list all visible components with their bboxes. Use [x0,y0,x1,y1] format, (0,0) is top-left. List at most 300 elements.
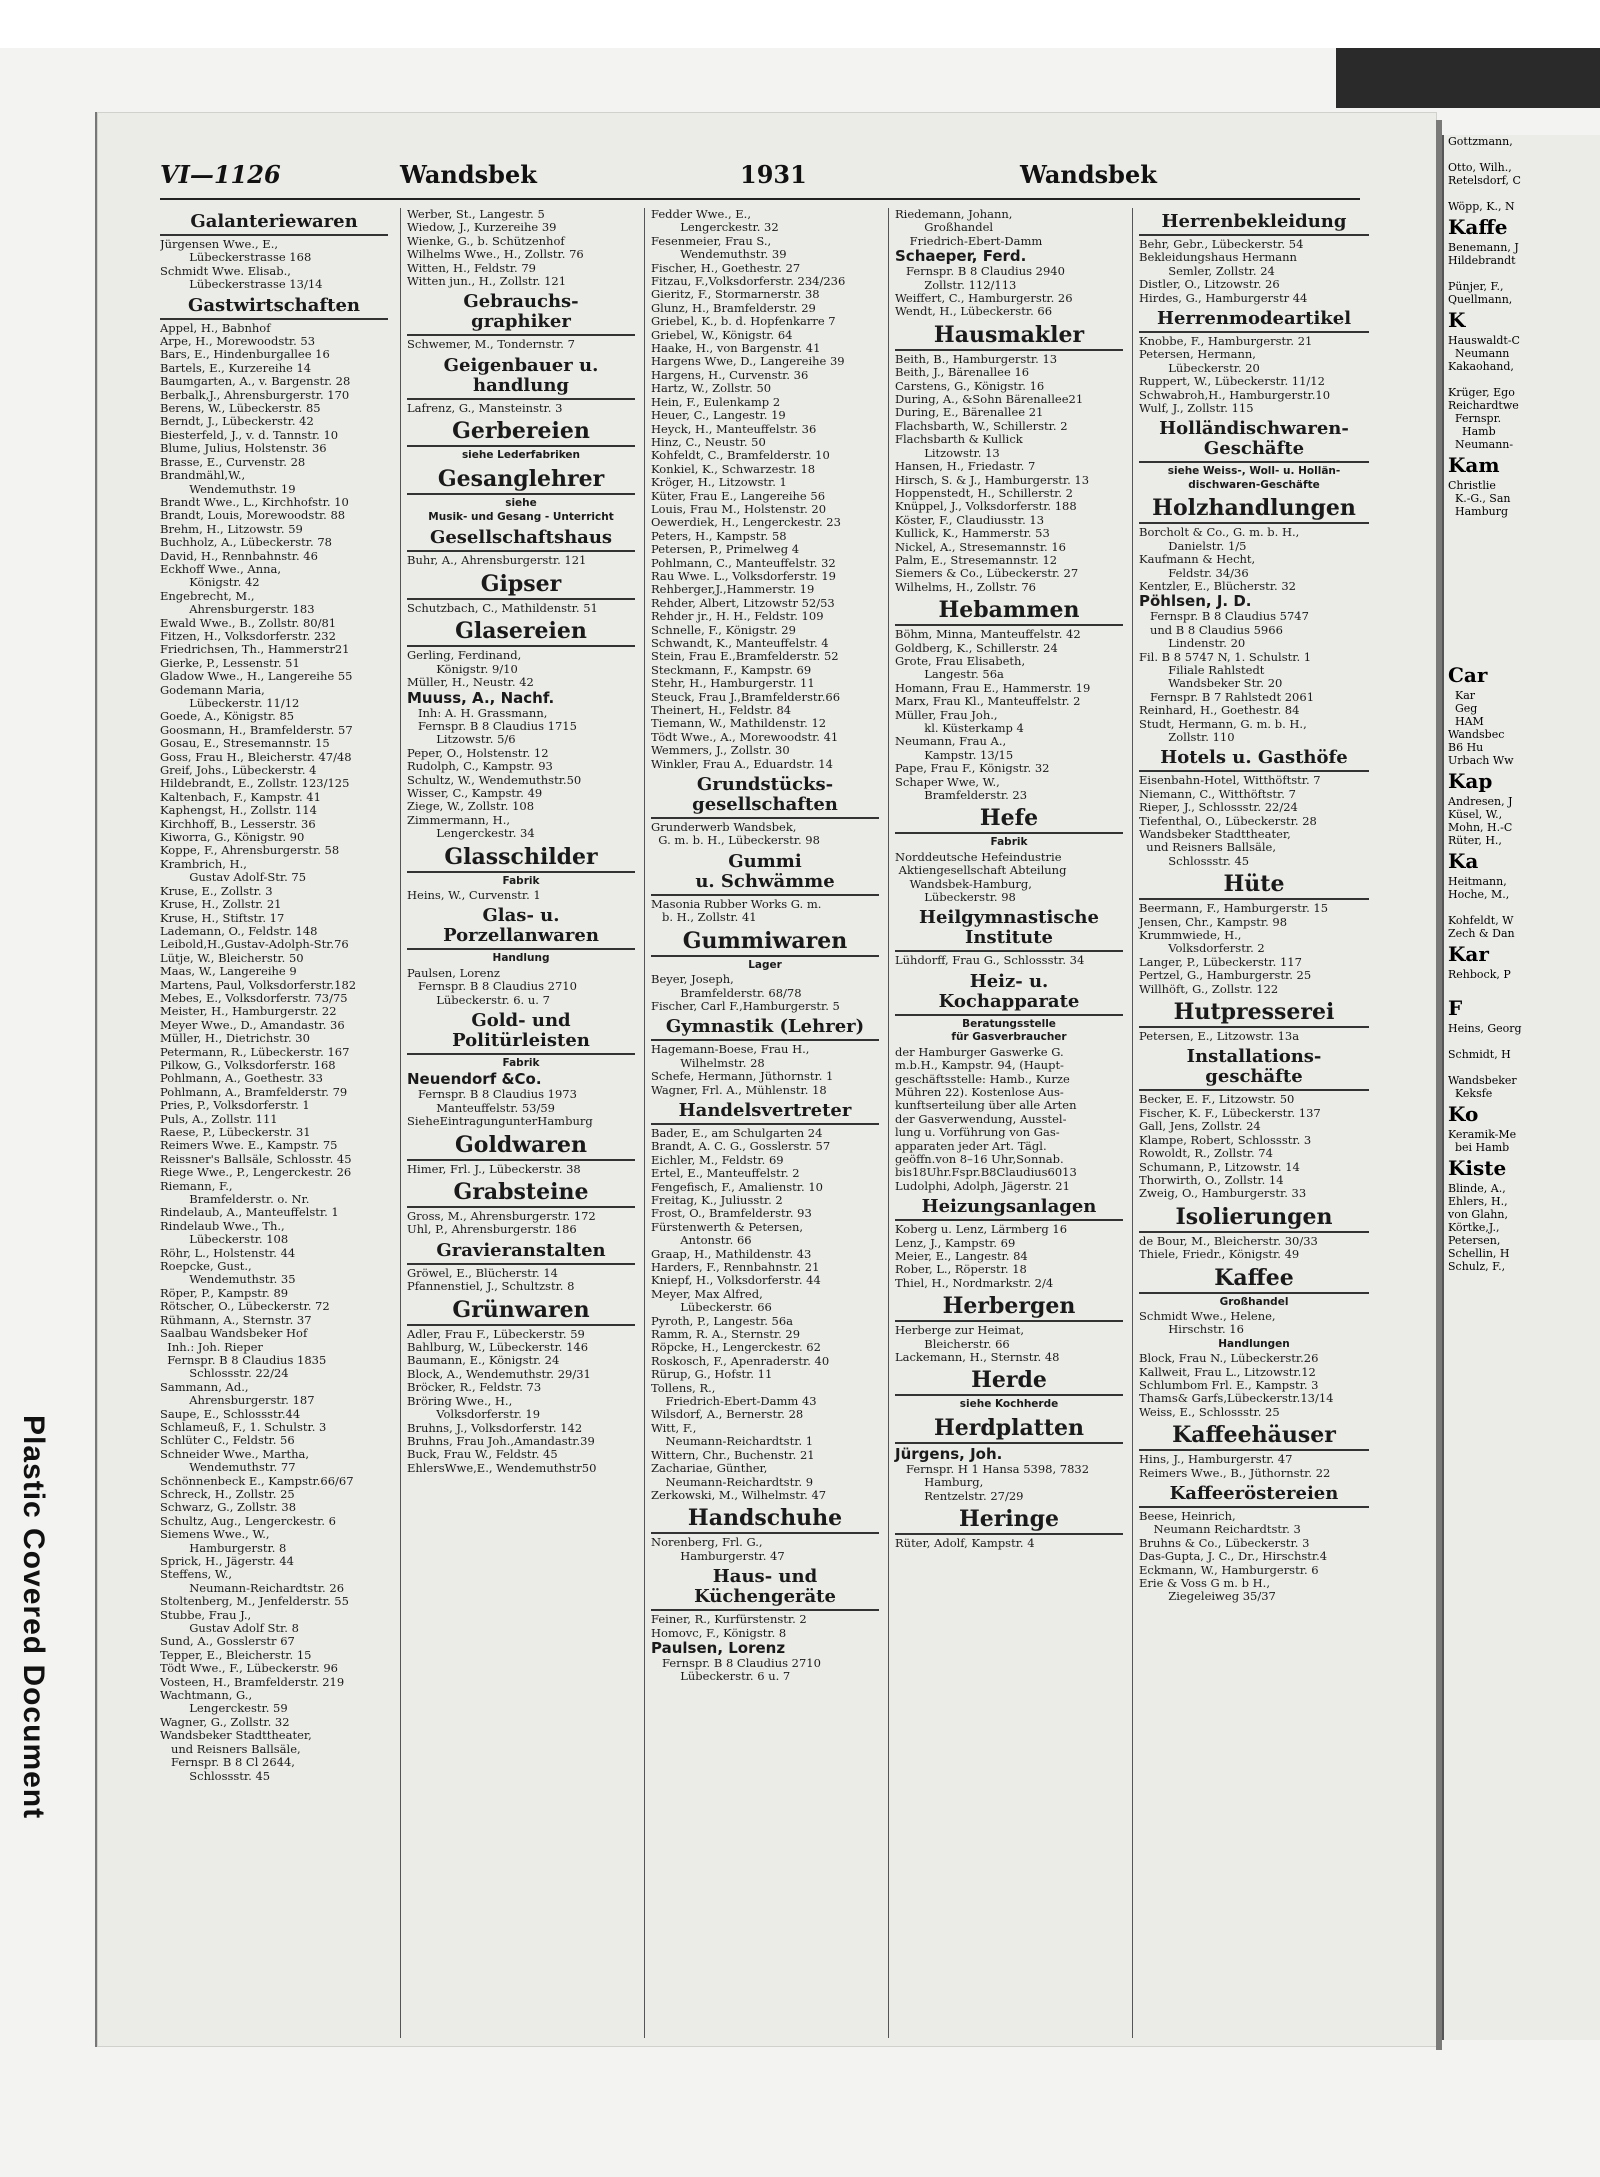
column-2 [400,208,635,2038]
next-page-entry: Hamb [1448,425,1496,438]
city-right: Wandsbek [1020,160,1157,189]
directory-entry: Wachtmann, G., [160,1688,253,1703]
directory-entry: Wagner, G., Zollstr. 32 [160,1714,290,1729]
directory-entry: Schlumbom Frl. E., Kampstr. 3 [1139,1377,1319,1392]
directory-entry: Weiffert, C., Hamburgerstr. 26 [895,291,1073,306]
directory-entry: Röpcke, H., Lengerckestr. 62 [651,1340,821,1355]
directory-entry: Danielstr. 1/5 [1139,538,1247,553]
directory-entry: Lübeckerstrasse 13/14 [160,277,323,292]
directory-entry: Rowoldt, R., Zollstr. 74 [1139,1146,1273,1161]
directory-entry: Wemmers, J., Zollstr. 30 [651,743,790,758]
directory-entry: Wandsbeker Stadttheater, [160,1728,312,1743]
directory-entry: Paulsen, Lorenz [651,1638,786,1657]
category-heading: Gastwirtschaften [160,296,388,320]
directory-entry: Rühmann, A., Sternstr. 37 [160,1312,312,1327]
directory-entry: Bekleidungshaus Hermann [1139,250,1297,265]
directory-entry: Norenberg, Frl. G., [651,1535,763,1550]
directory-entry: Meyer Wwe., D., Amandastr. 36 [160,1017,345,1032]
next-page-entry: Pünjer, F., [1448,280,1504,293]
category-note: siehe Weiss-, Woll- u. Hollän- dischwaren-Geschäfte [1167,465,1341,491]
directory-entry: Stoltenberg, M., Jenfelderstr. 55 [160,1594,349,1609]
directory-entry: Stubbe, Frau J., [160,1607,252,1622]
next-page-entry: Keksfe [1448,1087,1493,1100]
next-page-entry [1444,373,1600,386]
directory-entry: Haake, H., von Bargenstr. 41 [651,341,821,356]
directory-entry: Buck, Frau W., Feldstr. 45 [407,1447,558,1462]
category-heading: Herde [895,1368,1123,1396]
category-heading: Gold- und Politürleisten [407,1011,635,1055]
directory-entry: Königstr. 42 [160,575,260,590]
directory-entry: Herberge zur Heimat, [895,1323,1024,1338]
category-heading: Goldwaren [407,1133,635,1161]
directory-entry: Sammann, Ad., [160,1379,249,1394]
directory-entry: Lademann, O., Feldstr. 148 [160,923,318,938]
directory-entry: Gröwel, E., Blücherstr. 14 [407,1265,558,1280]
next-page-entry: Benemann, J [1448,241,1519,254]
directory-entry: Lengerckestr. 34 [407,826,535,841]
directory-entry: Fil. B 8 5747 N, 1. Schulstr. 1 [1139,649,1312,664]
directory-entry: Schutzbach, C., Mathildenstr. 51 [407,600,598,615]
column-3 [644,208,879,2038]
category-note: Lager [748,958,782,971]
category-heading: Geigenbauer u. handlung [407,356,635,400]
directory-entry: Lübeckerstr. 66 [651,1300,772,1315]
category-note: Beratungsstelle für Gasverbraucher [951,1017,1067,1044]
directory-entry: Leibold,H.,Gustav-Adolph-Str.76 [160,937,349,952]
directory-entry: Engebrecht, M., [160,588,255,603]
directory-entry: Arpe, H., Morewoodstr. 53 [160,334,316,349]
directory-entry: Röper, P., Kampstr. 89 [160,1285,289,1300]
directory-entry: Antonstr. 66 [651,1233,752,1248]
next-page-entry [1444,518,1600,531]
directory-entry: Köster, F., Claudiusstr. 13 [895,512,1045,527]
directory-entry: Bleicherstr. 66 [895,1336,1010,1351]
directory-entry: Homovc, F., Königstr. 8 [651,1625,787,1640]
directory-entry: geöffn.von 8–16 Uhr,Sonnab. [895,1151,1064,1166]
directory-entry: Neumann-Reichardtstr. 26 [160,1580,345,1595]
directory-entry: de Bour, M., Bleicherstr. 30/33 [1139,1233,1318,1248]
category-note: Fabrik [502,1057,540,1069]
directory-entry: Baumgarten, A., v. Bargenstr. 28 [160,374,351,389]
header-rule [160,198,1360,200]
directory-entry: Buchholz, A., Lübeckerstr. 78 [160,535,332,550]
directory-entry: Berens, W., Lübeckerstr. 85 [160,401,321,416]
directory-entry: Lübeckerstr. 98 [895,890,1016,905]
directory-entry: Werber, St., Langestr. 5 [407,208,545,221]
directory-entry: Heins, W., Curvenstr. 1 [407,887,541,902]
directory-entry: Gustav Adolf Str. 8 [160,1621,299,1636]
directory-entry: Steffens, W., [160,1567,233,1582]
directory-entry: Jürgens, Joh. [895,1444,1003,1463]
category-heading: Grünwaren [407,1298,635,1326]
category-heading: Herdplatten [895,1416,1123,1444]
directory-entry: Witten jun., H., Zollstr. 121 [407,274,567,289]
directory-entry: Schreck, H., Zollstr. 25 [160,1486,295,1501]
directory-entry: Becker, E. F., Litzowstr. 50 [1139,1092,1295,1107]
category-heading: Hüte [1139,872,1369,900]
directory-entry: Meier, E., Langestr. 84 [895,1248,1028,1263]
category-heading: Herbergen [895,1294,1123,1322]
directory-entry: Behr, Gebr., Lübeckerstr. 54 [1139,237,1304,251]
directory-entry: Reinhard, H., Goethestr. 84 [1139,703,1300,718]
directory-entry: Rober, L., Röperstr. 18 [895,1262,1027,1277]
directory-entry: Goosmann, H., Bramfelderstr. 57 [160,722,353,737]
category-heading: Glasschilder [407,845,635,873]
category-heading: Hausmakler [895,323,1123,351]
category-heading: Grundstücks- gesellschaften [651,775,879,819]
directory-entry: Gosau, E., Stresemannstr. 15 [160,736,330,751]
directory-entry: Studt, Hermann, G. m. b. H., [1139,716,1307,731]
directory-entry: Jürgensen Wwe., E., [160,237,278,251]
next-page-heading: Car [1448,663,1488,687]
top-margin [0,0,1600,48]
directory-entry: Kruse, H., Zollstr. 21 [160,897,282,912]
directory-entry: Röhr, L., Holstenstr. 44 [160,1245,296,1260]
next-page-entry: Krüger, Ego [1448,386,1515,399]
directory-entry: und Reisners Ballsäle, [160,1741,301,1756]
directory-entry: Pyroth, P., Langestr. 56a [651,1313,793,1328]
directory-entry: Kentzler, E., Blücherstr. 32 [1139,578,1296,593]
directory-entry: Oewerdiek, H., Lengerckestr. 23 [651,515,841,530]
directory-entry: Kullick, K., Hammerstr. 53 [895,526,1050,541]
directory-entry: Beith, B., Hamburgerstr. 13 [895,351,1058,366]
directory-entry: Ruppert, W., Lübeckerstr. 11/12 [1139,374,1325,389]
directory-entry: Lindenstr. 20 [1139,636,1246,651]
directory-entry: Rindelaub Wwe., Th., [160,1218,285,1233]
directory-entry: Brehm, H., Litzowstr. 59 [160,521,303,536]
directory-entry: Inh: A. H. Grassmann, [407,705,548,720]
directory-entry: Großhandel [895,220,994,235]
directory-entry: Goss, Frau H., Bleicherstr. 47/48 [160,749,352,764]
directory-entry: Riedemann, Johann, [895,208,1013,221]
category-heading: Gebrauchs- graphiker [407,292,635,336]
directory-entry: Grote, Frau Elisabeth, [895,653,1026,668]
directory-entry: Müller, Frau Joh., [895,707,998,722]
next-page-entry: Geg [1448,702,1478,715]
category-heading: Glasereien [407,619,635,647]
directory-entry: Neumann-Reichardtstr. 9 [651,1474,814,1489]
directory-entry: Petersen, P., Primelweg 4 [651,542,800,557]
next-page-entry: Blinde, A., [1448,1182,1506,1195]
directory-entry: Schönnenbeck E., Kampstr.66/67 [160,1473,354,1488]
next-page-heading: F [1448,996,1463,1020]
next-page-entry: Schellin, H [1448,1247,1510,1260]
directory-entry: Block, Frau N., Lübeckerstr.26 [1139,1351,1319,1366]
directory-entry: Fernspr. B 8 Claudius 2940 [895,264,1065,279]
directory-entry: Riege Wwe., P., Lengerckestr. 26 [160,1165,352,1180]
directory-entry: Neuendorf &Co. [407,1070,542,1089]
directory-entry: Thams& Garfs,Lübeckerstr.13/14 [1139,1391,1334,1406]
next-page-entry: Neumann- [1448,438,1514,451]
category-heading: Gummi u. Schwämme [651,852,879,896]
directory-entry: Kaphengst, H., Zollstr. 114 [160,803,317,818]
directory-entry: Hagemann-Boese, Frau H., [651,1042,810,1057]
next-page-entry: Retelsdorf, C [1448,174,1521,187]
directory-entry: lung u. Vorführung von Gas- [895,1125,1060,1140]
directory-entry: Schaeper, Ferd. [895,247,1027,266]
category-heading: Gymnastik (Lehrer) [651,1017,879,1041]
directory-entry: Gierke, P., Lessenstr. 51 [160,655,300,670]
directory-entry: Krummwiede, H., [1139,928,1242,943]
directory-entry: Knobbe, F., Hamburgerstr. 21 [1139,334,1313,349]
directory-entry: Eisenbahn-Hotel, Witthöftstr. 7 [1139,773,1321,788]
directory-entry: Fürstenwerth & Petersen, [651,1219,804,1234]
next-page-entry: Rüter, H., [1448,834,1502,847]
directory-entry: Schwabroh,H., Hamburgerstr.10 [1139,387,1331,402]
directory-entry: Beermann, F., Hamburgerstr. 15 [1139,901,1329,916]
next-page-entry: K.-G., San [1448,492,1511,505]
directory-entry: Wandsbeker Str. 20 [1139,676,1283,691]
category-heading: Gravieranstalten [407,1241,635,1265]
directory-entry: Feiner, R., Kurfürstenstr. 2 [651,1612,807,1627]
category-heading: Holzhandlungen [1139,496,1369,524]
directory-entry: Steuck, Frau J.,Bramfelderstr.66 [651,689,841,704]
directory-entry: Gross, M., Ahrensburgerstr. 172 [407,1209,596,1224]
directory-entry: Schefe, Hermann, Jüthornstr. 1 [651,1069,834,1084]
next-page-entry [1444,187,1600,200]
side-label: Plastic Covered Document [17,1415,50,1820]
directory-entry: Theinert, H., Feldstr. 84 [651,703,792,718]
year: 1931 [740,160,807,189]
next-page-heading: Ko [1448,1102,1479,1126]
directory-entry: Langer, P., Lübeckerstr. 117 [1139,954,1302,969]
directory-entry: Thiele, Friedr., Königstr. 49 [1139,1247,1300,1262]
next-page-heading: Kaffe [1448,215,1508,239]
directory-entry: Filiale Rahlstedt [1139,662,1265,677]
directory-entry: Harders, F., Rennbahnstr. 21 [651,1260,820,1274]
column-5 [1132,208,1369,2038]
directory-entry: Schlüter C., Feldstr. 56 [160,1433,295,1448]
directory-entry: Block, A., Wendemuthstr. 29/31 [407,1366,591,1381]
directory-entry: During, A., &Sohn Bärenallee21 [895,392,1084,407]
directory-entry: Langestr. 56a [895,667,1004,682]
directory-entry: Hein, F., Eulenkamp 2 [651,394,781,409]
directory-entry: Greif, Johs., Lübeckerstr. 4 [160,763,317,778]
directory-entry: Stehr, H., Hamburgerstr. 11 [651,676,815,691]
next-page-entry [1444,267,1600,280]
category-heading: Hefe [895,806,1123,834]
directory-entry: Brandt, Louis, Morewoodstr. 88 [160,508,346,523]
directory-entry: Wisser, C., Kampstr. 49 [407,785,543,800]
directory-entry: Rentzelstr. 27/29 [895,1488,1024,1503]
directory-entry: Wendemuthstr. 39 [651,247,787,262]
directory-entry: Fernspr. B 8 Claudius 5747 [1139,609,1309,624]
directory-entry: Fernspr. B 8 Claudius 1835 [160,1352,327,1367]
directory-entry: Ziegeleiweg 35/37 [1139,1589,1276,1604]
directory-entry: m.b.H., Kampstr. 94, (Haupt- [895,1058,1064,1073]
next-page-entry: bei Hamb [1448,1141,1510,1154]
directory-entry: Kampstr. 13/15 [895,747,1014,762]
directory-entry: Fischer, K. F., Lübeckerstr. 137 [1139,1105,1321,1120]
directory-entry: Lübeckerstr. 20 [1139,360,1260,375]
directory-entry: Tiefenthal, O., Lübeckerstr. 28 [1139,813,1317,828]
directory-entry: Witt, F., [651,1420,697,1435]
directory-entry: Neumann, Frau A., [895,734,1007,749]
directory-entry: Schwarz, G., Zollstr. 38 [160,1500,297,1515]
directory-entry: Hirsch, S. & J., Hamburgerstr. 13 [895,472,1090,487]
directory-entry: Frost, O., Bramfelderstr. 93 [651,1206,812,1221]
directory-entry: Schultz, Aug., Lengerckestr. 6 [160,1513,336,1528]
directory-entry: Kallweit, Frau L., Litzowstr.12 [1139,1364,1316,1379]
directory-entry: Hartz, W., Zollstr. 50 [651,381,772,396]
page-number: VI—1126 [160,160,281,189]
directory-entry: Rehder, Albert, Litzowstr 52/53 [651,595,835,610]
directory-entry: Tödt Wwe., F., Lübeckerstr. 96 [160,1661,339,1676]
directory-entry: Beyer, Joseph, [651,972,734,987]
directory-entry: Lühdorff, Frau G., Schlossstr. 34 [895,953,1085,968]
directory-entry: Hargens, H., Curvenstr. 36 [651,367,809,382]
directory-entry: Hirdes, G., Hamburgerstr 44 [1139,290,1308,305]
next-page-entry: Schmidt, H [1448,1048,1511,1061]
directory-entry: Brandmähl,W., [160,468,246,483]
directory-entry: Nickel, A., Stresemannstr. 16 [895,539,1067,554]
next-page-entry [1444,557,1600,570]
directory-entry: Appel, H., Babnhof [160,320,271,335]
category-note: siehe Lederfabriken [461,449,581,462]
directory-entry: Litzowstr. 13 [895,445,1000,460]
directory-entry: Pohlmann, C., Manteuffelstr. 32 [651,555,836,570]
next-page-entry: Kar [1448,689,1476,702]
directory-entry: Manteuffelstr. 53/59 [407,1100,555,1115]
directory-entry: Petermann, R., Lübeckerstr. 167 [160,1044,350,1059]
directory-entry: Rieper, J., Schlossstr. 22/24 [1139,800,1298,815]
next-page-entry: B6 Hu [1448,741,1484,754]
directory-entry: Reissner's Ballsäle, Schlosstr. 45 [160,1151,352,1166]
next-page-entry [1444,622,1600,635]
directory-entry: SieheEintragungunterHamburg [407,1114,593,1129]
directory-entry: Witten, H., Feldstr. 79 [407,260,536,275]
directory-entry: Himer, Frl. J., Lübeckerstr. 38 [407,1161,581,1176]
category-heading: Gesanglehrer [407,467,635,495]
directory-entry: Fischer, Carl F.,Hamburgerstr. 5 [651,998,840,1013]
category-heading: Kaffee [1139,1266,1369,1294]
directory-entry: Thorwirth, O., Zollstr. 14 [1139,1172,1284,1187]
directory-entry: Blume, Julius, Holstenstr. 36 [160,441,327,456]
directory-entry: Goldberg, K., Schillerstr. 24 [895,640,1058,655]
next-page-entry: Küsel, W., [1448,808,1503,821]
directory-entry: Schwemer, M., Tondernstr. 7 [407,337,575,352]
category-heading: Gesellschaftshaus [407,528,635,552]
directory-entry: Pape, Frau F., Königstr. 32 [895,761,1050,776]
directory-entry: Schultz, W., Wendemuthstr.50 [407,772,582,787]
next-page-entry: Fernspr. [1448,412,1502,425]
next-page-entry: Heitmann, [1448,875,1507,888]
category-heading: Galanteriewaren [160,212,388,236]
directory-entry: EhlersWwe,E., Wendemuthstr50 [407,1460,597,1475]
directory-entry: Klampe, Robert, Schlossstr. 3 [1139,1132,1312,1147]
directory-entry: Heuer, C., Langestr. 19 [651,408,786,423]
directory-entry: Wilhelms, H., Zollstr. 76 [895,579,1036,594]
directory-entry: Weiss, E., Schlossstr. 25 [1139,1404,1280,1419]
directory-entry: Saupe, E., Schlossstr.44 [160,1406,301,1421]
directory-entry: Wendemuthstr. 77 [160,1460,296,1475]
next-page-heading: Ka [1448,849,1479,873]
next-page-entry: Hoche, M., [1448,888,1510,901]
directory-entry: Wulf, J., Zollstr. 115 [1139,401,1254,416]
directory-entry: Kniepf, H., Volksdorferstr. 44 [651,1273,821,1288]
category-heading: Grabsteine [407,1180,635,1208]
directory-entry: Schlameuß, F., 1. Schulstr. 3 [160,1419,327,1434]
directory-entry: Griebel, K., b. d. Hopfenkarre 7 [651,314,836,329]
directory-entry: Lackemann, H., Sternstr. 48 [895,1350,1060,1364]
directory-entry: Lenz, J., Kampstr. 69 [895,1235,1016,1250]
next-page-entry [1444,544,1600,557]
directory-entry: Wendemuthstr. 35 [160,1272,296,1287]
category-heading: Herrenmodeartikel [1139,309,1369,333]
directory-entry: Lütje, W., Bleicherstr. 50 [160,950,304,965]
next-page-entry: Wandsbeker [1448,1074,1517,1087]
directory-entry: Riemann, F., [160,1178,233,1193]
directory-entry: Wendemuthstr. 19 [160,481,296,496]
directory-entry: Petersen, E., Litzowstr. 13a [1139,1029,1300,1044]
next-page-entry [1444,148,1600,161]
directory-entry: Kiworra, G., Königstr. 90 [160,830,305,845]
directory-entry: Kaufmann & Hecht, [1139,552,1256,567]
directory-entry: Siemens Wwe., W., [160,1527,270,1542]
directory-entry: Neumann-Reichardtstr. 1 [651,1434,814,1449]
directory-entry: der Gasverwendung, Ausstel- [895,1111,1067,1126]
directory-entry: Mebes, E., Volksdorferstr. 73/75 [160,990,348,1005]
directory-entry: Volksdorferstr. 2 [1139,941,1265,956]
directory-entry: Zweig, O., Hamburgerstr. 33 [1139,1186,1307,1201]
directory-entry: Schmidt Wwe., Helene, [1139,1308,1276,1323]
directory-entry: Gall, Jens, Zollstr. 24 [1139,1119,1261,1134]
next-page-heading: Kam [1448,453,1500,477]
directory-entry: Kohfeldt, C., Bramfelderstr. 10 [651,448,830,463]
directory-entry: Glunz, H., Bramfelderstr. 29 [651,300,816,315]
next-page-entry: Wandsbec [1448,728,1505,741]
directory-entry: Homann, Frau E., Hammerstr. 19 [895,680,1091,695]
next-page-entry [1444,583,1600,596]
category-note: Handlung [492,952,550,965]
next-page-entry: Andresen, J [1448,795,1513,808]
directory-entry: Willhöft, G., Zollstr. 122 [1139,981,1279,996]
directory-entry: Lengerckestr. 32 [651,220,779,235]
directory-entry: Distler, O., Litzowstr. 26 [1139,277,1280,292]
directory-entry: Fernspr. B 7 Rahlstedt 2061 [1139,689,1315,704]
category-heading: Heilgymnastische Institute [895,908,1123,952]
directory-entry: Stein, Frau E.,Bramfelderstr. 52 [651,649,839,664]
directory-entry: Ahrensburgerstr. 183 [160,602,315,617]
directory-entry: Lübeckerstr. 11/12 [160,696,300,710]
directory-entry: Gladow Wwe., H., Langereihe 55 [160,669,353,684]
directory-entry: Bröring Wwe., H., [407,1393,513,1408]
next-page-entry: Otto, Wilh., [1448,161,1512,174]
next-page-entry: Zech & Dan [1448,927,1515,940]
directory-entry: Schmidt Wwe. Elisab., [160,263,291,278]
category-heading: Gipser [407,572,635,600]
directory-entry: Semler, Zollstr. 24 [1139,263,1275,278]
directory-entry: Masonia Rubber Works G. m. [651,896,822,911]
directory-entry: Gieritz, F., Stormarnerstr. 38 [651,287,820,302]
directory-entry: Gustav Adolf-Str. 75 [160,870,307,885]
next-page-entry: Heins, Georg [1448,1022,1522,1035]
directory-entry: Fitzen, H., Volksdorferstr. 232 [160,628,336,643]
directory-entry: Kruse, H., Stiftstr. 17 [160,910,285,925]
directory-entry: Brandt, A. C. G., Gosslerstr. 57 [651,1139,831,1154]
directory-entry: Fedder Wwe., E., [651,208,751,221]
next-page-entry [1444,596,1600,609]
directory-entry: und B 8 Claudius 5966 [1139,622,1283,637]
category-note: Fabrik [990,836,1028,849]
directory-entry: Aktiengesellschaft Abteilung [895,863,1067,878]
directory-entry: Thiel, H., Nordmarkstr. 2/4 [895,1275,1054,1290]
page-header [160,160,1360,196]
directory-entry: Roepcke, Gust., [160,1259,252,1274]
directory-entry: Fernspr. B 8 Claudius 2710 [407,979,577,994]
category-heading: Hotels u. Gasthöfe [1139,748,1369,772]
directory-entry: Reimers Wwe. E., Kampstr. 75 [160,1138,338,1153]
